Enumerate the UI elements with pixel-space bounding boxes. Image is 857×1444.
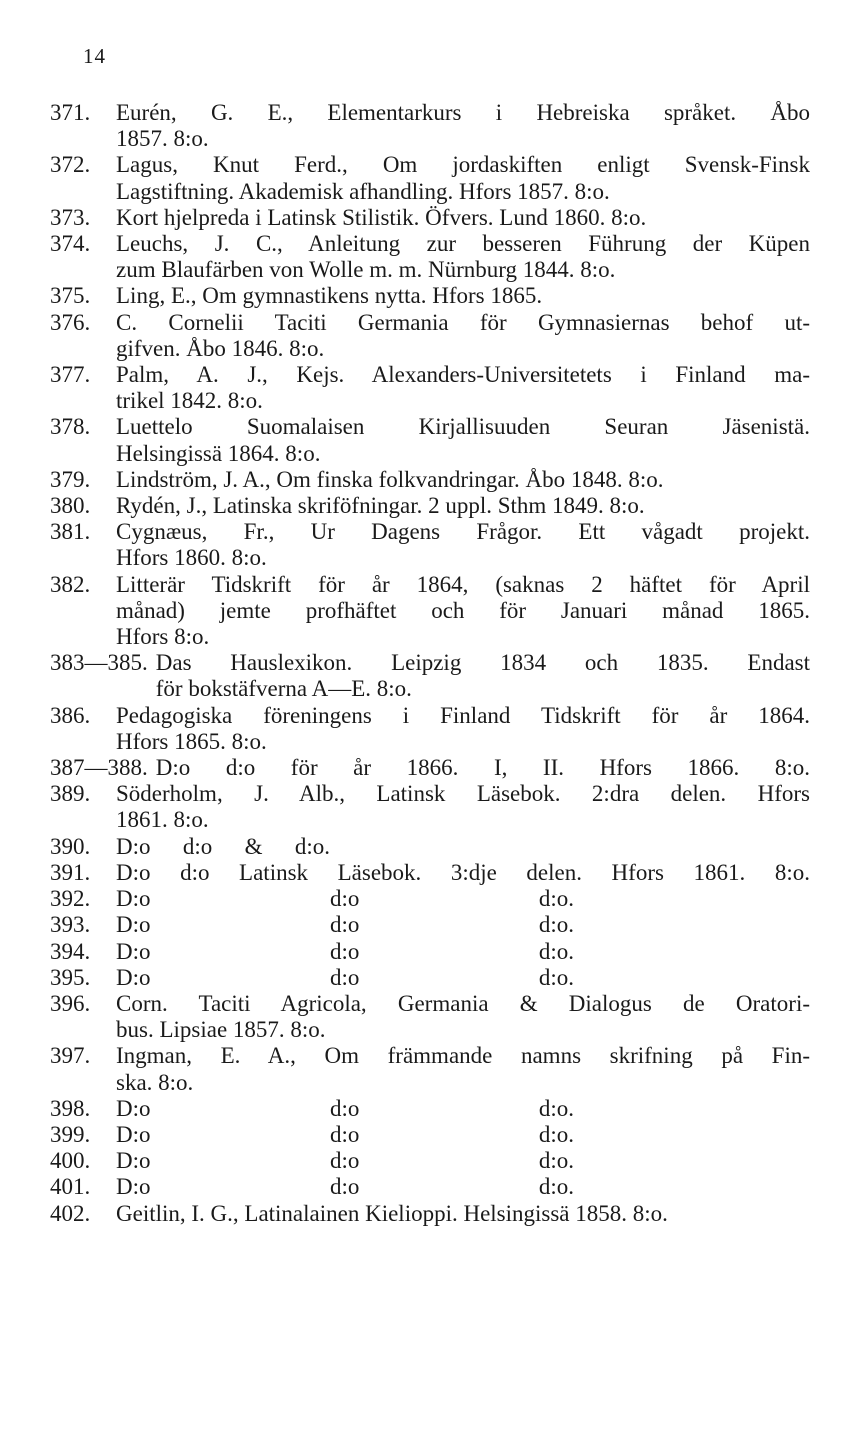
- entry-text: [116, 781, 810, 833]
- bibliography-entry: [50, 283, 810, 309]
- entry-line: Kort hjelpreda i Latinsk Stilistik. Öfvers. Lund 1860. 8:o.: [116, 204, 647, 230]
- entry-text: [116, 860, 810, 886]
- entry-line: D:o d:o d:o.: [116, 1148, 574, 1174]
- entry-line: Hfors 1865. 8:o.: [116, 728, 267, 754]
- bibliography-entry: [50, 755, 810, 781]
- entry-number: 399.: [50, 1121, 91, 1147]
- entry-line: D:o d:o d:o.: [116, 964, 574, 990]
- entry-number: 398.: [50, 1095, 91, 1121]
- bibliography-entry: [50, 834, 810, 860]
- entry-number: 372.: [50, 152, 91, 178]
- entry-text: [116, 1096, 810, 1122]
- entry-text: [116, 100, 810, 152]
- entry-line: Hfors 8:o.: [116, 624, 210, 650]
- entry-line: D:o d:o d:o.: [116, 912, 574, 938]
- bibliography-entry: [50, 362, 810, 414]
- entry-number: 373.: [50, 204, 91, 230]
- entry-line: Eurén, G. E., Elementarkurs i Hebreiska språket. Åbo: [116, 100, 810, 125]
- entry-line: Das Hauslexikon. Leipzig 1834 och 1835. Endast: [155, 650, 810, 676]
- entry-line: Ling, E., Om gymnastikens nytta. Hfors 1865.: [116, 283, 543, 309]
- page-number: 14: [83, 44, 106, 68]
- entry-line: Rydén, J., Latinska skriföfningar. 2 uppl. Sthm 1849. 8:o.: [116, 493, 645, 519]
- entry-line: gifven. Åbo 1846. 8:o.: [116, 335, 325, 361]
- entry-number: 393.: [50, 912, 91, 938]
- bibliography-entry: [50, 205, 810, 231]
- entry-line: D:o d:o d:o.: [116, 1121, 574, 1147]
- bibliography-entry: [50, 912, 810, 938]
- bibliography-entry: [50, 100, 810, 152]
- entry-number: 392.: [50, 886, 91, 912]
- entry-text: [116, 362, 810, 414]
- bibliography-entry: [50, 1201, 810, 1227]
- entry-line: Leuchs, J. C., Anleitung zur besseren Führung der Küpen: [116, 231, 810, 257]
- entry-line: 1857. 8:o.: [116, 126, 209, 152]
- entry-text: [116, 1174, 810, 1200]
- entry-line: D:o d:o d:o.: [116, 938, 574, 964]
- entry-line: Ingman, E. A., Om främmande namns skrifning på Fin-: [116, 1043, 810, 1069]
- entry-text: [116, 283, 810, 309]
- bibliography-entry: [50, 1096, 810, 1122]
- entry-text: [116, 991, 810, 1043]
- entry-text: [116, 414, 810, 466]
- bibliography-entry: [50, 1122, 810, 1148]
- entry-text: [116, 152, 810, 204]
- entry-line: trikel 1842. 8:o.: [116, 388, 263, 414]
- entry-text: [116, 1201, 810, 1227]
- bibliography-entry: [50, 939, 810, 965]
- bibliography-entry: [50, 493, 810, 519]
- entry-line: bus. Lipsiae 1857. 8:o.: [116, 1017, 326, 1043]
- entry-text: [116, 231, 810, 283]
- bibliography-entry: [50, 414, 810, 466]
- entry-number: 377.: [50, 362, 91, 388]
- bibliography-entry: [50, 860, 810, 886]
- entry-line: Hfors 1860. 8:o.: [116, 545, 267, 571]
- entry-text: [116, 572, 810, 651]
- entry-number: 371.: [50, 100, 91, 125]
- entry-number: 376.: [50, 309, 91, 335]
- entry-number: 374.: [50, 231, 91, 257]
- entry-line: Corn. Taciti Agricola, Germania & Dialogus de Oratori-: [116, 990, 810, 1016]
- bibliography-entry: [50, 781, 810, 833]
- entry-number: 378.: [50, 414, 91, 440]
- bibliography-entry: [50, 310, 810, 362]
- entry-number: 386.: [50, 702, 91, 728]
- bibliography-entry: [50, 231, 810, 283]
- entry-number: 375.: [50, 283, 91, 309]
- entry-number: 394.: [50, 938, 91, 964]
- bibliography-entry: [50, 1174, 810, 1200]
- entry-line: D:o d:o d:o.: [116, 1174, 574, 1200]
- bibliography-entry: [50, 703, 810, 755]
- entry-text: [116, 1122, 810, 1148]
- entry-text: [156, 650, 810, 702]
- bibliography-list: [50, 100, 810, 1227]
- entry-line: D:o d:o Latinsk Läsebok. 3:dje delen. Hfors 1861. 8:o.: [116, 859, 810, 885]
- entry-line: D:o d:o & d:o.: [116, 833, 330, 859]
- entry-line: Lindström, J. A., Om finska folkvandringar. Åbo 1848. 8:o.: [116, 466, 664, 492]
- entry-number: 381.: [50, 519, 91, 545]
- entry-line: ska. 8:o.: [116, 1069, 194, 1095]
- entry-text: [116, 834, 810, 860]
- entry-number: 391.: [50, 859, 91, 885]
- entry-line: Palm, A. J., Kejs. Alexanders-Universitetets i Finland ma-: [116, 362, 810, 388]
- entry-text: [116, 939, 810, 965]
- entry-line: Luettelo Suomalaisen Kirjallisuuden Seuran Jäsenistä.: [116, 414, 810, 440]
- entry-line: Litterär Tidskrift för år 1864, (saknas 2 häftet för April: [116, 571, 810, 597]
- bibliography-entry: [50, 991, 810, 1043]
- entry-number: 390.: [50, 833, 91, 859]
- entry-line: Söderholm, J. Alb., Latinsk Läsebok. 2:dra delen. Hfors: [116, 781, 810, 807]
- entry-text: [156, 755, 810, 781]
- bibliography-entry: [50, 886, 810, 912]
- entry-text: [116, 1043, 810, 1095]
- entry-number: 380.: [50, 493, 91, 519]
- bibliography-entry: [50, 467, 810, 493]
- bibliography-entry: [50, 650, 810, 702]
- bibliography-entry: [50, 152, 810, 204]
- entry-line: zum Blaufärben von Wolle m. m. Nürnburg 1844. 8:o.: [116, 257, 616, 283]
- bibliography-entry: [50, 1043, 810, 1095]
- bibliography-entry: [50, 965, 810, 991]
- entry-line: Lagus, Knut Ferd., Om jordaskiften enligt Svensk-Finsk: [116, 152, 810, 178]
- entry-text: [116, 703, 810, 755]
- entry-text: [116, 886, 810, 912]
- entry-text: [116, 965, 810, 991]
- entry-text: [116, 519, 810, 571]
- entry-text: [116, 493, 810, 519]
- entry-text: [116, 310, 810, 362]
- entry-number: 401.: [50, 1174, 91, 1200]
- entry-line: Cygnæus, Fr., Ur Dagens Frågor. Ett vågadt projekt.: [116, 519, 810, 545]
- entry-number: 389.: [50, 781, 91, 807]
- entry-number: 402.: [50, 1200, 91, 1226]
- bibliography-entry: [50, 572, 810, 651]
- entry-line: Geitlin, I. G., Latinalainen Kielioppi. Helsingissä 1858. 8:o.: [116, 1200, 668, 1226]
- entry-number: 387—388.: [50, 755, 148, 781]
- entry-line: för bokstäfverna A—E. 8:o.: [155, 676, 412, 702]
- entry-line: månad) jemte profhäftet och för Januari månad 1865.: [116, 597, 810, 623]
- entry-number: 379.: [50, 466, 91, 492]
- bibliography-entry: [50, 519, 810, 571]
- entry-text: [116, 205, 810, 231]
- entry-number: 383—385.: [50, 650, 148, 676]
- entry-line: D:o d:o d:o.: [116, 1095, 574, 1121]
- bibliography-entry: [50, 1148, 810, 1174]
- entry-line: Pedagogiska föreningens i Finland Tidskrift för år 1864.: [116, 702, 810, 728]
- entry-line: C. Cornelii Taciti Germania för Gymnasiernas behof ut-: [116, 309, 810, 335]
- entry-number: 400.: [50, 1148, 91, 1174]
- entry-text: [116, 467, 810, 493]
- entry-text: [116, 912, 810, 938]
- entry-line: Helsingissä 1864. 8:o.: [116, 440, 321, 466]
- entry-text: [116, 1148, 810, 1174]
- entry-number: 397.: [50, 1043, 91, 1069]
- entry-line: D:o d:o d:o.: [116, 886, 574, 912]
- entry-line: Lagstiftning. Akademisk afhandling. Hfors 1857. 8:o.: [116, 178, 610, 204]
- entry-number: 382.: [50, 571, 91, 597]
- entry-number: 395.: [50, 964, 91, 990]
- entry-number: 396.: [50, 990, 91, 1016]
- entry-line: D:o d:o för år 1866. I, II. Hfors 1866. 8:o.: [155, 755, 810, 781]
- entry-line: 1861. 8:o.: [116, 807, 209, 833]
